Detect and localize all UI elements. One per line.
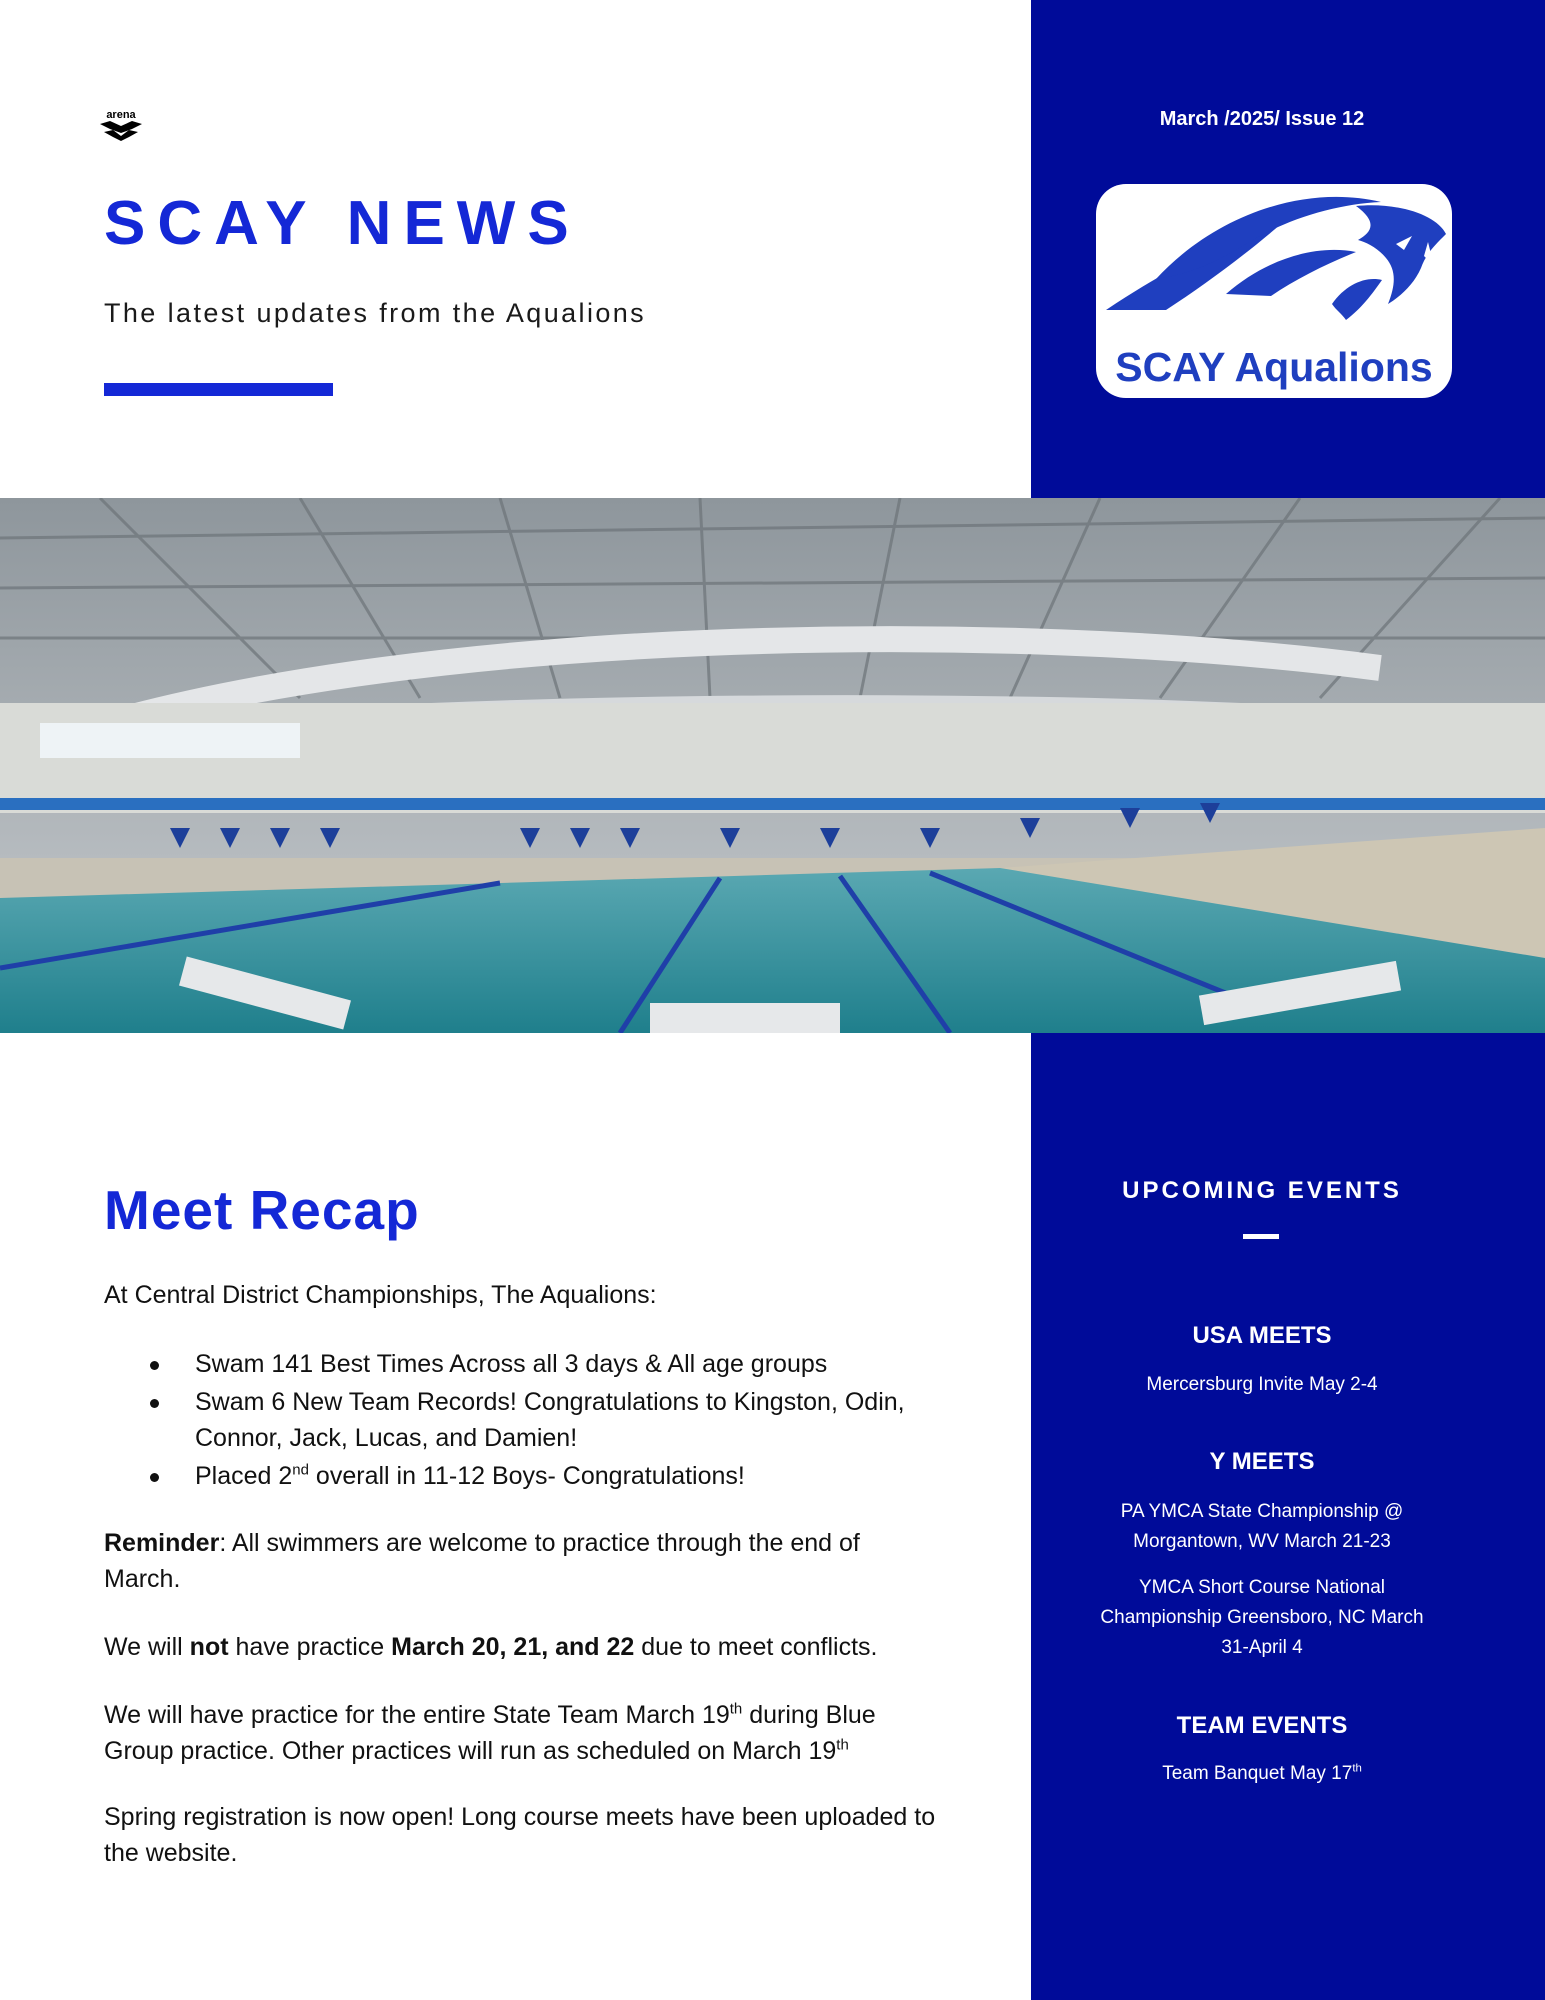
newsletter-tagline: The latest updates from the Aqualions <box>104 298 647 328</box>
usa-meet-item: Mercersburg Invite May 2-4 <box>1146 1374 1378 1395</box>
no-practice-paragraph: We will not have practice March 20, 21, and 22 due to meet conflicts. <box>104 1633 878 1661</box>
indoor-pool-photo <box>0 498 1545 1033</box>
y-meet-item: PA YMCA State Championship @ Morgantown, WV March 21-23 <box>1120 1501 1404 1552</box>
arena-logo-text: arena <box>106 109 136 121</box>
list-item: Swam 141 Best Times Across all 3 days & All age groups <box>150 1346 950 1382</box>
issue-info: March /2025/ Issue 12 <box>1159 108 1365 130</box>
team-events-heading: TEAM EVENTS <box>1176 1712 1348 1739</box>
list-item: Swam 6 New Team Records! Congratulations to Kingston, Odin, Connor, Jack, Lucas, and Damien! <box>150 1384 950 1456</box>
team-event-item: Team Banquet May 17th <box>1162 1762 1362 1784</box>
meet-recap-heading: Meet Recap <box>104 1179 420 1241</box>
recap-intro: At Central District Championships, The Aqualions: <box>104 1281 657 1309</box>
y-meets-heading: Y MEETS <box>1209 1448 1315 1475</box>
arena-logo <box>96 108 146 142</box>
reminder-paragraph: Reminder: All swimmers are welcome to practice through the end of March. <box>104 1529 860 1593</box>
state-team-paragraph: We will have practice for the entire State Team March 19th during Blue Group practice. Other practices will run as scheduled on March 19th <box>104 1700 876 1765</box>
title-underline <box>104 383 333 396</box>
upcoming-events-heading: UPCOMING EVENTS <box>1122 1177 1402 1204</box>
recap-bullet-list <box>150 1346 950 1496</box>
usa-meets-heading: USA MEETS <box>1192 1322 1332 1349</box>
scay-aqualions-logo <box>1096 184 1452 398</box>
newsletter-title: SCAY NEWS <box>104 189 581 258</box>
registration-paragraph: Spring registration is now open! Long course meets have been uploaded to the website. <box>104 1803 936 1867</box>
upcoming-events-divider <box>1243 1234 1279 1239</box>
logo-wordmark: SCAY Aqualions <box>1115 344 1433 390</box>
y-meet-item: YMCA Short Course National Championship Greensboro, NC March 31-April 4 <box>1100 1577 1424 1658</box>
list-item: Placed 2nd overall in 11-12 Boys- Congratulations! <box>150 1458 950 1494</box>
